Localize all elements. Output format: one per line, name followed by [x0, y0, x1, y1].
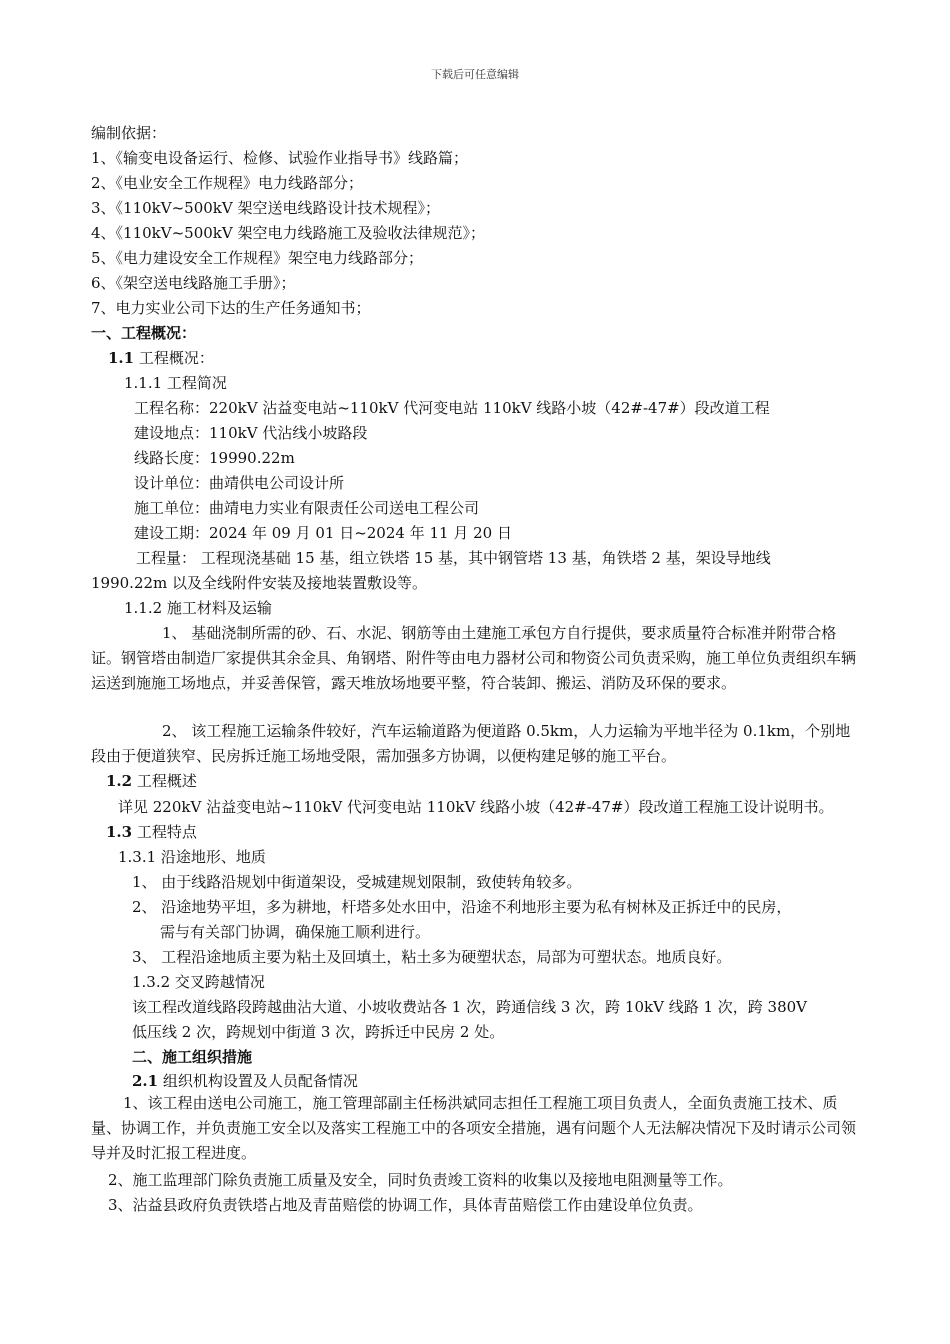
- section-1-3-2-heading: 1.3.2 交叉跨越情况: [132, 973, 265, 991]
- section-title: 工程特点: [132, 823, 197, 841]
- crossing-line: 该工程改道线路段跨越曲沾大道、小坡收费站各 1 次，跨通信线 3 次，跨 10kV 线路 1 次，跨 380V: [132, 998, 808, 1016]
- materials-paragraph: 1、 基础浇制所需的砂、石、水泥、钢筋等由土建施工承包方自行提供，要求质量符合标准并附带合格证。钢管塔由制造厂家提供其余金具、角钢塔、附件等由电力器材公司和物资公司负责采购，施工单位负责组织车辆运送到施施工场地点，并妥善保管，露天堆放场地要平整，符合装卸、搬运、消防及环保的要求。: [91, 624, 857, 692]
- info-line: 建设地点：110kV 代沾线小坡路段: [134, 424, 368, 442]
- workload-line: 工程量： 工程现浇基础 15 基，组立铁塔 15 基，其中钢管塔 13 基，角铁塔 2 基，架设导地线: [136, 549, 771, 567]
- basis-item: 1、《输变电设备运行、检修、试验作业指导书》线路篇；: [91, 149, 469, 167]
- section-1-3-1-heading: 1.3.1 沿途地形、地质: [118, 848, 266, 866]
- organization-item: 3、沾益县政府负责铁塔占地及青苗赔偿的协调工作，具体青苗赔偿工作由建设单位负责。: [108, 1196, 703, 1214]
- basis-item: 7、电力实业公司下达的生产任务通知书；: [91, 299, 371, 317]
- section-number: 2.1: [132, 1072, 159, 1090]
- section-1-heading: 一、工程概况：: [91, 324, 197, 342]
- section-1-3-heading: [106, 820, 197, 844]
- info-line: 线路长度：19990.22m: [134, 449, 295, 467]
- basis-item: 3、《110kV~500kV 架空送电线路设计技术规程》；: [91, 199, 440, 217]
- terrain-item: 3、 工程沿途地质主要为粘土及回填土，粘土多为硬塑状态，局部为可塑状态。地质良好。: [132, 948, 732, 966]
- section-number: 1.3: [106, 823, 133, 841]
- section-2-1-heading: [132, 1069, 358, 1093]
- section-title: 工程概述: [132, 772, 197, 790]
- workload-line: 1990.22m 以及全线附件安装及接地装置敷设等。: [91, 574, 428, 592]
- info-line: 施工单位：曲靖电力实业有限责任公司送电工程公司: [134, 499, 480, 517]
- terrain-item-continued: 需与有关部门协调，确保施工顺利进行。: [160, 923, 431, 941]
- section-1-1-1-heading: 1.1.1 工程简况: [124, 374, 227, 392]
- transport-paragraph: 2、 该工程施工运输条件较好，汽车运输道路为便道路 0.5km，人力运输为平地半径为 0.1km，个别地段由于便道狭窄、民房拆迁施工场地受限，需加强多方协调，以便构建足够的施工平台。: [91, 722, 851, 765]
- organization-paragraph: 1、该工程由送电公司施工，施工管理部副主任杨洪斌同志担任工程施工项目负责人，全面负责施工技术、质量、协调工作，并负责施工安全以及落实工程施工中的各项安全措施，遇有问题个人无法解决情况下及时请示公司领导并及时汇报工程进度。: [91, 1094, 857, 1162]
- basis-title: 编制依据：: [91, 124, 167, 142]
- info-line: 设计单位：曲靖供电公司设计所: [134, 474, 345, 492]
- section-number: 1.1: [108, 349, 135, 367]
- crossing-line: 低压线 2 次，跨规划中街道 3 次，跨拆迁中民房 2 处。: [132, 1023, 505, 1041]
- section-1-2-heading: [106, 769, 197, 793]
- section-1-1-heading: [108, 346, 214, 370]
- basis-item: 5、《电力建设安全工作规程》架空电力线路部分；: [91, 249, 424, 267]
- section-title: 组织机构设置及人员配备情况: [158, 1072, 358, 1090]
- organization-item: 2、施工监理部门除负责施工质量及安全，同时负责竣工资料的收集以及接地电阻测量等工作。: [108, 1171, 733, 1189]
- basis-item: 2、《电业安全工作规程》电力线路部分；: [91, 174, 364, 192]
- page-header: 下载后可任意编辑: [431, 68, 519, 81]
- section-2-heading: 二、施工组织措施: [132, 1048, 253, 1066]
- info-line: 建设工期：2024 年 09 月 01 日~2024 年 11 月 20 日: [134, 524, 512, 542]
- info-line: 工程名称：220kV 沾益变电站~110kV 代河变电站 110kV 线路小坡（42#-47#）段改道工程: [134, 399, 770, 417]
- section-number: 1.2: [106, 772, 133, 790]
- section-title: 工程概况：: [134, 349, 214, 367]
- terrain-item: 1、 由于线路沿规划中街道架设，受城建规划限制，致使转角较多。: [132, 873, 582, 891]
- terrain-item: 2、 沿途地势平坦，多为耕地，杆塔多处水田中，沿途不利地形主要为私有树林及正拆迁中的民房，: [132, 898, 792, 916]
- basis-item: 6、《架空送电线路施工手册》；: [91, 274, 296, 292]
- section-1-1-2-heading: 1.1.2 施工材料及运输: [124, 599, 272, 617]
- overview-text: 详见 220kV 沾益变电站~110kV 代河变电站 110kV 线路小坡（42#-47#）段改道工程施工设计说明书。: [118, 798, 834, 816]
- basis-item: 4、《110kV~500kV 架空电力线路施工及验收法律规范》；: [91, 224, 485, 242]
